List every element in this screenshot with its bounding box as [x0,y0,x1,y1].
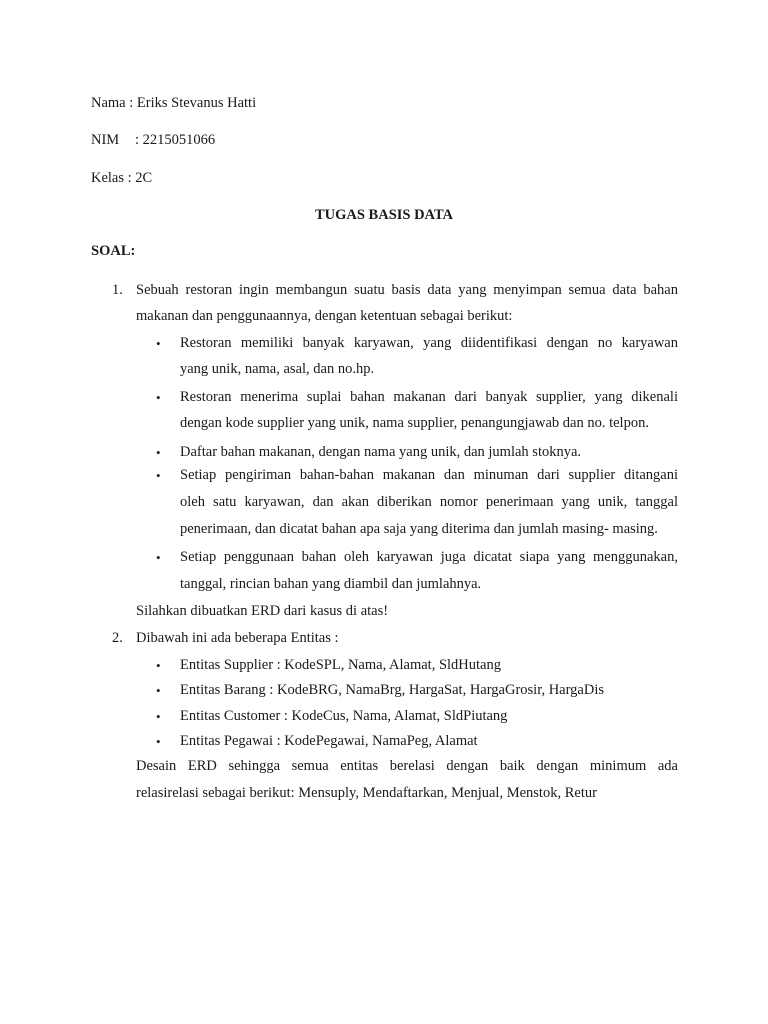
bullet-text-line: penerimaan, dan dicatat bahan apa saja yang diterima dan jumlah masing- masing. [180,521,658,537]
bullet-icon: • [156,468,161,483]
question-number: 1. [112,282,123,298]
bullet-icon: • [156,683,161,698]
bullet-text-line: Entitas Barang : KodeBRG, NamaBrg, HargaSat, HargaGrosir, HargaDis [180,682,604,698]
bullet-text-line: Entitas Supplier : KodeSPL, Nama, Alamat, SldHutang [180,657,501,673]
bullet-text-line: Entitas Customer : KodeCus, Nama, Alamat, SldPiutang [180,708,508,724]
bullet-text-line: Setiap pengiriman bahan-bahan makanan dan minuman dari supplier ditangani [180,467,678,483]
bullet-icon: • [156,550,161,565]
question-text-line: makanan dan penggunaannya, dengan ketentuan sebagai berikut: [136,308,513,324]
bullet-icon: • [156,658,161,673]
bullet-text-line: Setiap penggunaan bahan oleh karyawan juga dicatat siapa yang menggunakan, [180,549,678,565]
bullet-icon: • [156,390,161,405]
bullet-text-line: yang unik, nama, asal, dan no.hp. [180,361,375,377]
question-text-line: Dibawah ini ada beberapa Entitas : [136,630,339,646]
bullet-text-line: Restoran memiliki banyak karyawan, yang diidentifikasi dengan no karyawan [180,335,678,351]
nim-value: : 2215051066 [135,132,216,148]
question-closing: Desain ERD sehingga semua entitas berelasi dengan baik dengan minimum ada [136,758,678,774]
bullet-text-line: tanggal, rincian bahan yang diambil dan jumlahnya. [180,576,482,592]
bullet-text-line: oleh satu karyawan, dan akan diberikan nomor penerimaan yang unik, tanggal [180,494,678,510]
document-title: TUGAS BASIS DATA [314,207,454,223]
bullet-icon: • [156,445,161,460]
bullet-text-line: Restoran menerima suplai bahan makanan dari banyak supplier, yang dikenali [180,389,678,405]
bullet-text-line: dengan kode supplier yang unik, nama supplier, penangungjawab dan no. telpon. [180,415,649,431]
bullet-text-line: Entitas Pegawai : KodePegawai, NamaPeg, Alamat [180,733,478,749]
bullet-icon: • [156,734,161,749]
bullet-text-line: Daftar bahan makanan, dengan nama yang unik, dan jumlah stoknya. [180,444,582,460]
student-class: Kelas : 2C [91,170,153,186]
question-number: 2. [112,630,123,646]
bullet-icon: • [156,709,161,724]
soal-heading: SOAL: [91,243,136,259]
question-text-line: Sebuah restoran ingin membangun suatu basis data yang menyimpan semua data bahan [136,282,678,298]
bullet-icon: • [156,336,161,351]
question-closing: relasirelasi sebagai berikut: Mensuply, Mendaftarkan, Menjual, Menstok, Retur [136,785,597,801]
student-name: Nama : Eriks Stevanus Hatti [91,95,257,111]
nim-label: NIM [91,132,120,148]
question-closing: Silahkan dibuatkan ERD dari kasus di atas! [136,603,389,619]
